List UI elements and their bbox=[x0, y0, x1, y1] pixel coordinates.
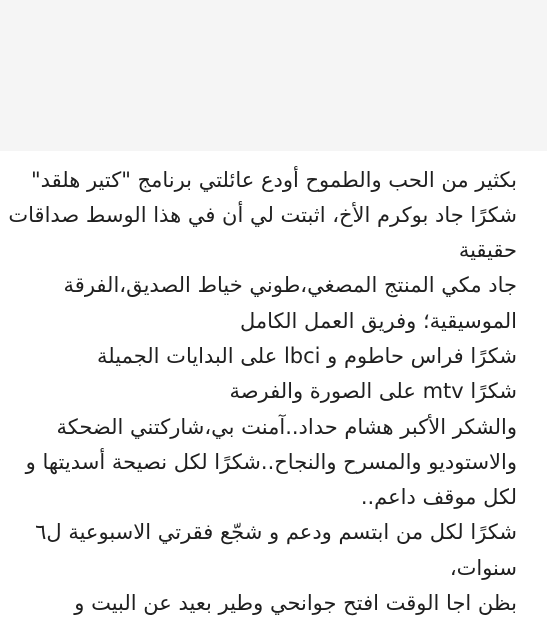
text-line-11: شكرًا لكل من ابتسم ودعم و شجّع فقرتي الاسبوعية ل٦ bbox=[35, 520, 517, 544]
top-blank-area bbox=[0, 0, 547, 151]
text-line-9: والاستوديو والمسرح والنجاح..شكرًا لكل نصيحة أسديتها و bbox=[25, 450, 517, 474]
text-line-10: لكل موقف داعم.. bbox=[360, 485, 517, 509]
text-line-1: بكثير من الحب والطموح أودع عائلتي برنامج "كتير هلقد" bbox=[30, 168, 517, 192]
text-line-8: والشكر الأكبر هشام حداد..آمنت بي،شاركتني الضحكة bbox=[56, 415, 517, 439]
text-line-6: شكرًا فراس حاطوم و lbci على البدايات الجميلة bbox=[97, 344, 517, 368]
post-text bbox=[0, 151, 547, 640]
text-line-7: شكرًا mtv على الصورة والفرصة bbox=[229, 379, 517, 403]
text-line-4: جاد مكي المنتج المصغي،طوني خياط الصديق،الفرقة bbox=[63, 273, 517, 297]
text-line-3: حقيقية bbox=[458, 238, 517, 262]
text-line-5: الموسيقية؛ وفريق العمل الكامل bbox=[240, 309, 517, 333]
text-line-13: بظن اجا الوقت افتح جوانحي وطير بعيد عن البيت و bbox=[74, 591, 517, 615]
text-line-12: سنوات، bbox=[449, 556, 517, 580]
text-line-2: شكرًا جاد بوكرم الأخ، اثبتت لي أن في هذا الوسط صداقات bbox=[8, 203, 517, 227]
